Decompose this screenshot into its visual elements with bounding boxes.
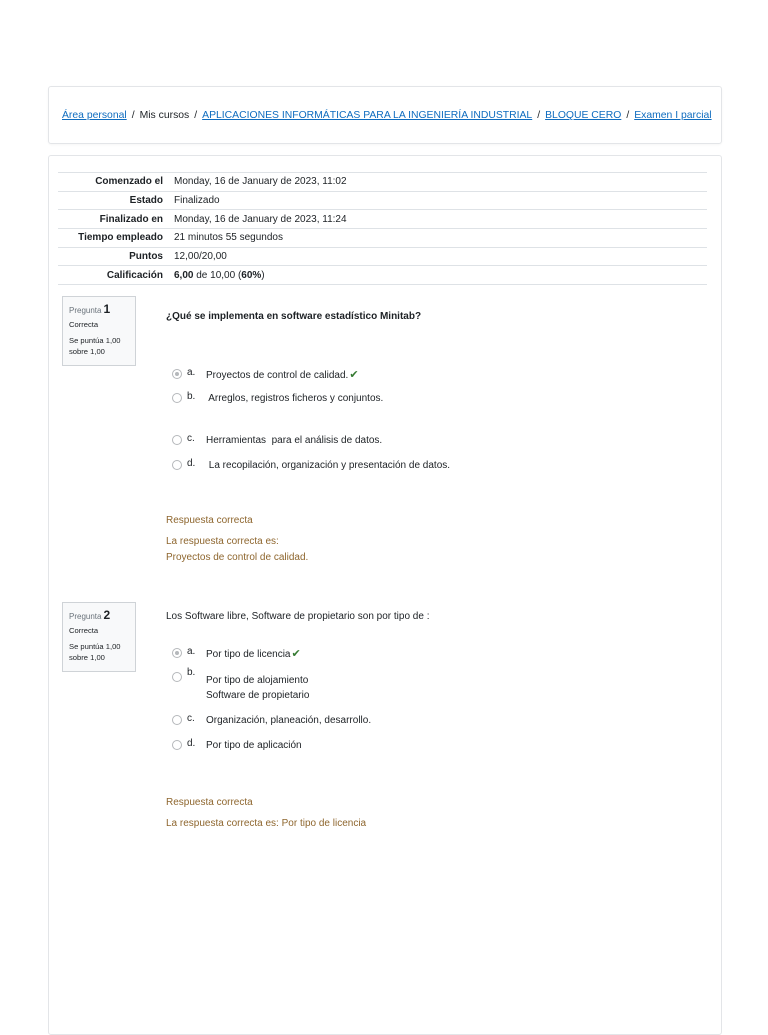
- summary-label: Puntos: [58, 247, 169, 266]
- question-1-option-c[interactable]: [172, 433, 382, 448]
- breadcrumb-card: [48, 86, 722, 144]
- question-label: Pregunta: [69, 306, 102, 315]
- option-text: Arreglos, registros ficheros y conjuntos.: [206, 393, 384, 404]
- summary-row-grade: [58, 266, 707, 285]
- summary-value: [169, 266, 707, 285]
- option-line-1: Por tipo de alojamiento: [206, 675, 309, 686]
- summary-label: Calificación: [58, 266, 169, 285]
- summary-label: Tiempo empleado: [58, 229, 169, 248]
- question-1-option-d[interactable]: [172, 458, 450, 473]
- summary-label: Comenzado el: [58, 173, 169, 192]
- summary-row-time: [58, 229, 707, 248]
- radio-button[interactable]: [172, 672, 182, 682]
- breadcrumb-separator: /: [537, 110, 541, 121]
- question-number-value: 1: [103, 302, 111, 316]
- right-answer-text: Proyectos de control de calidad.: [166, 552, 309, 563]
- question-number: [69, 301, 129, 317]
- summary-label: Estado: [58, 191, 169, 210]
- option-letter: b.: [187, 667, 196, 678]
- breadcrumb-quiz-link[interactable]: Examen I parcial: [634, 110, 712, 121]
- question-1-option-a[interactable]: [172, 367, 359, 384]
- question-grade: Se puntúa 1,00 sobre 1,00: [69, 642, 121, 662]
- radio-button[interactable]: [172, 740, 182, 750]
- option-text: [206, 367, 359, 384]
- breadcrumb: [62, 110, 712, 121]
- summary-value: Finalizado: [169, 191, 707, 210]
- quiz-review-card: [48, 155, 722, 1035]
- option-text: Organización, planeación, desarrollo.: [206, 715, 372, 726]
- question-1-feedback: Respuesta correcta: [166, 515, 253, 526]
- radio-button[interactable]: [172, 393, 182, 403]
- option-text: [206, 646, 301, 663]
- option-letter: c.: [187, 433, 195, 444]
- question-2-text: Los Software libre, Software de propietario son por tipo de :: [166, 611, 430, 622]
- question-2-option-a[interactable]: [172, 646, 301, 663]
- option-letter: a.: [187, 367, 196, 378]
- question-grade: Se puntúa 1,00 sobre 1,00: [69, 336, 121, 356]
- summary-value: Monday, 16 de January de 2023, 11:24: [169, 210, 707, 229]
- summary-row-state: [58, 191, 707, 210]
- question-number-value: 2: [103, 608, 111, 622]
- question-state: Correcta: [69, 626, 99, 636]
- option-line-2: Software de propietario: [206, 690, 310, 701]
- radio-button[interactable]: [172, 648, 182, 658]
- breadcrumb-my-courses: Mis cursos: [139, 110, 190, 121]
- checkmark-icon: ✔: [349, 369, 359, 381]
- summary-row-finished: [58, 210, 707, 229]
- question-1-option-b[interactable]: [172, 391, 383, 406]
- checkmark-icon: ✔: [291, 648, 301, 660]
- grade-close: ): [261, 269, 265, 281]
- summary-row-points: [58, 247, 707, 266]
- breadcrumb-section-link[interactable]: BLOQUE CERO: [545, 110, 622, 121]
- grade-percent: 60%: [241, 269, 262, 281]
- radio-button[interactable]: [172, 435, 182, 445]
- question-2-info: [62, 602, 136, 672]
- summary-row-started: [58, 173, 707, 192]
- grade-score: 6,00: [174, 269, 194, 281]
- right-answer-label: La respuesta correcta es:: [166, 536, 279, 547]
- option-text: Por tipo de aplicación: [206, 740, 302, 751]
- option-letter: a.: [187, 646, 196, 657]
- question-state: Correcta: [69, 320, 99, 330]
- summary-value: Monday, 16 de January de 2023, 11:02: [169, 173, 707, 192]
- option-letter: c.: [187, 713, 195, 724]
- summary-label: Finalizado en: [58, 210, 169, 229]
- question-2-option-d[interactable]: [172, 738, 302, 753]
- option-text: La recopilación, organización y presentación de datos.: [206, 460, 451, 471]
- breadcrumb-separator: /: [131, 110, 135, 121]
- radio-button[interactable]: [172, 715, 182, 725]
- question-2-option-c[interactable]: [172, 713, 371, 728]
- question-1-right-answer: [166, 534, 308, 566]
- question-2-right-answer: La respuesta correcta es: Por tipo de licencia: [166, 818, 367, 829]
- grade-of: de 10,00 (: [193, 269, 242, 281]
- question-2-option-b[interactable]: [172, 667, 309, 703]
- attempt-summary-table: [58, 172, 707, 285]
- question-1-text: ¿Qué se implementa en software estadístico Minitab?: [166, 311, 422, 322]
- breadcrumb-separator: /: [194, 110, 198, 121]
- option-text: Herramientas para el análisis de datos.: [206, 435, 383, 446]
- question-number: [69, 607, 129, 623]
- option-label: Proyectos de control de calidad.: [206, 370, 349, 381]
- question-1-info: [62, 296, 136, 366]
- summary-value: 21 minutos 55 segundos: [169, 229, 707, 248]
- question-label: Pregunta: [69, 612, 102, 621]
- option-letter: d.: [187, 738, 196, 749]
- option-text: [206, 667, 309, 703]
- summary-value: 12,00/20,00: [169, 247, 707, 266]
- option-letter: b.: [187, 391, 196, 402]
- breadcrumb-course-link[interactable]: APLICACIONES INFORMÁTICAS PARA LA INGENIERÍA INDUSTRIAL: [202, 110, 533, 121]
- option-letter: d.: [187, 458, 196, 469]
- question-2-feedback: Respuesta correcta: [166, 797, 253, 808]
- radio-button[interactable]: [172, 460, 182, 470]
- option-label: Por tipo de licencia: [206, 649, 291, 660]
- radio-button[interactable]: [172, 369, 182, 379]
- breadcrumb-home-link[interactable]: Área personal: [62, 110, 127, 121]
- breadcrumb-separator: /: [626, 110, 630, 121]
